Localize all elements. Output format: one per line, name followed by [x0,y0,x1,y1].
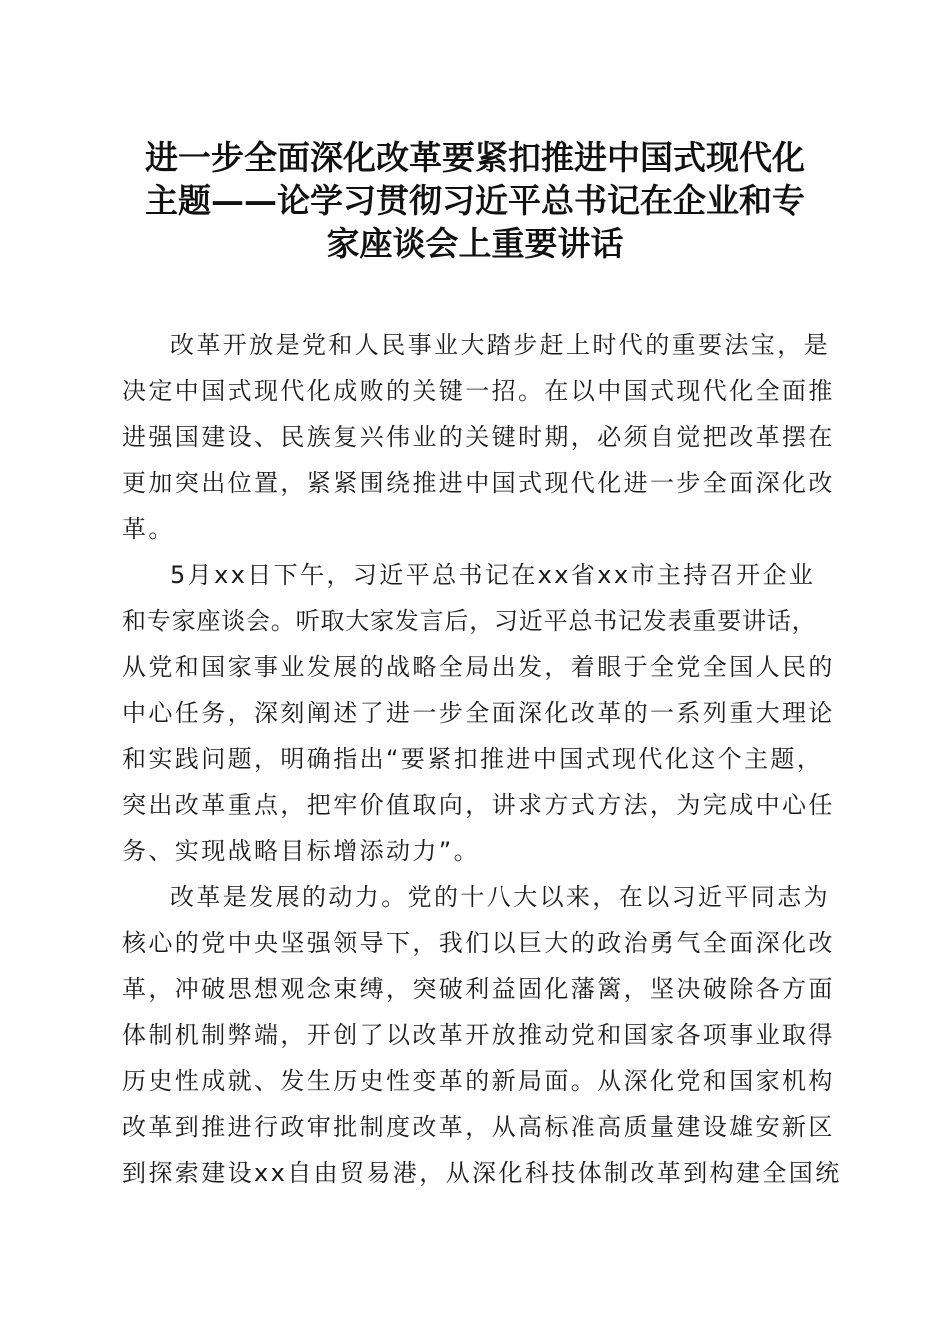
paragraph-line: 改革到推进行政审批制度改革，从高标准高质量建设雄安新区 [122,1113,835,1141]
paragraph-1 [122,322,842,552]
paragraph-line: 务、实现战略目标增添动力”。 [122,837,481,865]
paragraph-line: 核心的党中央坚强领导下，我们以巨大的政治勇气全面深化改 [122,929,835,957]
paragraph-line: 更加突出位置，紧紧围绕推进中国式现代化进一步全面深化改 [122,469,835,497]
paragraph-line: 中心任务，深刻阐述了进一步全面深化改革的一系列重大理论 [122,699,835,727]
paragraph-line: 进强国建设、民族复兴伟业的关键时期，必须自觉把改革摆在 [122,423,835,451]
paragraph-line: 改革开放是党和人民事业大踏步赶上时代的重要法宝，是 [170,331,830,359]
document-title [110,136,840,265]
paragraph-line: 从党和国家事业发展的战略全局出发，着眼于全党全国人民的 [122,653,835,681]
paragraph-line: 改革是发展的动力。党的十八大以来，在以习近平同志为 [170,883,830,911]
paragraph-line: 革。 [122,515,175,543]
paragraph-line: 决定中国式现代化成败的关键一招。在以中国式现代化全面推 [122,377,835,405]
title-line: 家座谈会上重要讲话 [326,224,624,263]
paragraph-3 [122,874,842,1196]
paragraph-line: 5月xx日下午，习近平总书记在xx省xx市主持召开企业 [170,561,816,589]
paragraph-line: 革，冲破思想观念束缚，突破利益固化藩篱，坚决破除各方面 [122,975,835,1003]
paragraph-line: 历史性成就、发生历史性变革的新局面。从深化党和国家机构 [122,1067,835,1095]
paragraph-line: 和实践问题，明确指出“要紧扣推进中国式现代化这个主题， [122,745,824,773]
title-line: 主题——论学习贯彻习近平总书记在企业和专 [145,181,805,220]
paragraph-line: 体制机制弊端，开创了以改革开放推动党和国家各项事业取得 [122,1021,835,1049]
paragraph-2 [122,552,842,874]
paragraph-line: 到探索建设xx自由贸易港，从深化科技体制改革到构建全国统 [122,1159,842,1187]
paragraph-line: 和专家座谈会。听取大家发言后，习近平总书记发表重要讲话， [122,607,817,635]
document-body [122,322,842,1196]
paragraph-line: 突出改革重点，把牢价值取向，讲求方式方法，为完成中心任 [122,791,835,819]
title-line: 进一步全面深化改革要紧扣推进中国式现代化 [145,138,805,177]
